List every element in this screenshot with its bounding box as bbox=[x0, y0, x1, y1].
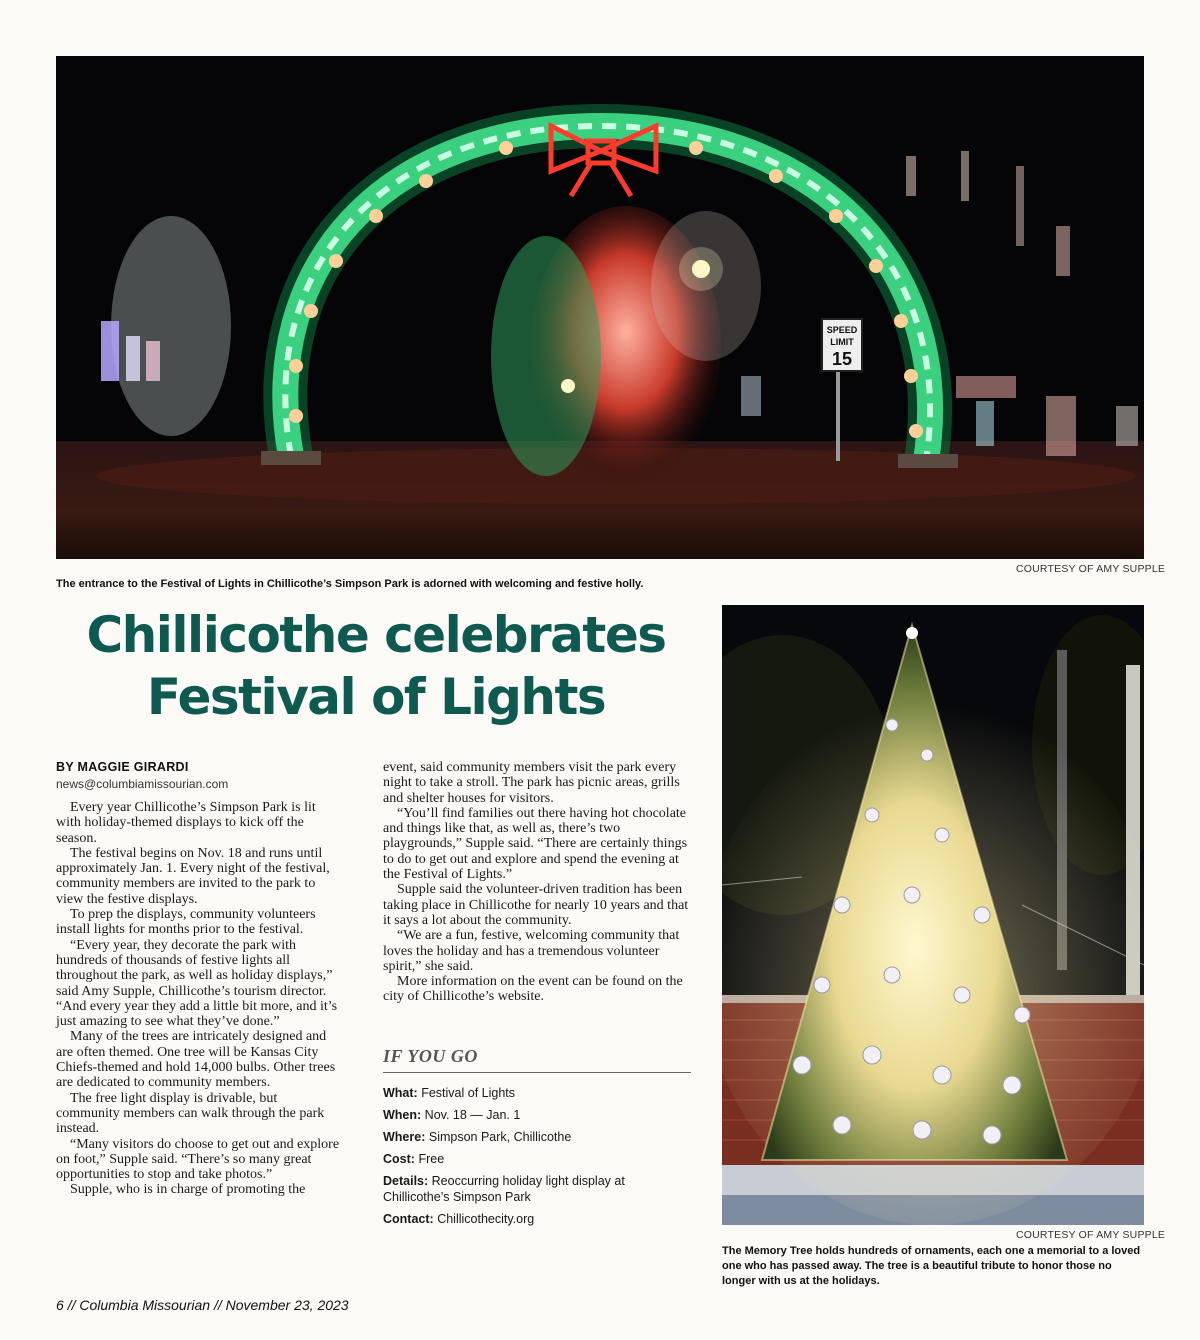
sign-limit: LIMIT bbox=[830, 337, 854, 347]
item-label: Cost: bbox=[383, 1152, 415, 1166]
item-value: Reoccurring holiday light display at Chillicothe’s Simpson Park bbox=[383, 1174, 625, 1204]
if-you-go-item-what bbox=[383, 1085, 691, 1101]
paragraph: Supple said the volunteer-driven tradition has been taking place in Chillicothe for nearly 10 years and that it says a lot about the community. bbox=[383, 882, 689, 928]
paragraph: To prep the displays, community volunteers install lights for months prior to the festival. bbox=[56, 907, 316, 938]
page-footer: 6 // Columbia Missourian // November 23, 2023 bbox=[56, 1297, 349, 1313]
if-you-go-item-cost bbox=[383, 1151, 691, 1167]
right-photo-caption: The Memory Tree holds hundreds of ornaments, each one a memorial to a loved one who has passed away. The tree is a beautiful tribute to honor those no longer with us at the holidays. bbox=[722, 1245, 1141, 1287]
sign-number: 15 bbox=[831, 349, 853, 369]
item-value: Simpson Park, Chillicothe bbox=[428, 1130, 572, 1144]
if-you-go-title: IF YOU GO bbox=[383, 1046, 478, 1066]
article-column-2 bbox=[383, 760, 691, 1005]
right-photo-credit: COURTESY OF AMY SUPPLE bbox=[1016, 1229, 1166, 1241]
article-column-1 bbox=[56, 800, 342, 1198]
item-value: Festival of Lights bbox=[421, 1086, 515, 1100]
headline bbox=[56, 604, 696, 728]
headline-line-1: Chillicothe celebrates bbox=[86, 606, 666, 664]
item-label: Details: bbox=[383, 1174, 429, 1188]
paragraph: “We are a fun, festive, welcoming community that loves the holiday and has a tremendous volunteer spirit,” she said. bbox=[383, 928, 680, 974]
holly-arch-photo bbox=[56, 56, 1144, 559]
item-label: What: bbox=[383, 1086, 418, 1100]
paragraph: Many of the trees are intricately designed and are often themed. One tree will be Kansas City Chiefs-themed and hold 14,000 bulbs. Other trees are dedicated to community members. bbox=[56, 1029, 336, 1091]
byline-author: BY MAGGIE GIRARDI bbox=[56, 760, 189, 774]
paragraph: “Many visitors do choose to get out and explore on foot,” Supple said. “There’s so many great opportunities to stop and take photos.” bbox=[56, 1136, 340, 1183]
paragraph-continued: event, said community members visit the park every night to take a stroll. The park has picnic areas, grills and shelter houses for visitors. bbox=[383, 760, 680, 806]
if-you-go-list bbox=[383, 1085, 691, 1233]
if-you-go-item-where bbox=[383, 1129, 691, 1145]
item-value: Nov. 18 — Jan. 1 bbox=[424, 1108, 521, 1122]
top-photo-caption: The entrance to the Festival of Lights in Chillicothe’s Simpson Park is adorned with welcoming and festive holly. bbox=[56, 578, 644, 590]
paragraph: Every year Chillicothe’s Simpson Park is lit with holiday-themed displays to kick off the season. bbox=[56, 800, 316, 846]
memory-tree-photo bbox=[722, 605, 1144, 1225]
paragraph: “You’ll find families out there having hot chocolate and things like that, as well as, there’s two playgrounds,” Supple said. “There are certainly things to do to get out and explore and spend the evening at the Festival of Lights.” bbox=[383, 805, 688, 883]
paragraph: More information on the event can be found on the city of Chillicothe’s website. bbox=[383, 974, 683, 1005]
sign-speed: SPEED bbox=[826, 325, 858, 335]
headline-line-2: Festival of Lights bbox=[146, 668, 606, 726]
if-you-go-item-details bbox=[383, 1173, 691, 1205]
if-you-go-item-when bbox=[383, 1107, 691, 1123]
item-value: Chillicothecity.org bbox=[437, 1212, 535, 1226]
item-value: Free bbox=[418, 1152, 445, 1166]
top-photo-credit: COURTESY OF AMY SUPPLE bbox=[1016, 563, 1166, 575]
if-you-go-item-contact bbox=[383, 1211, 691, 1227]
paragraph: The free light display is drivable, but community members can walk through the park instead. bbox=[56, 1090, 325, 1137]
byline-email: news@columbiamissourian.com bbox=[56, 777, 229, 791]
item-label: When: bbox=[383, 1108, 422, 1122]
item-label: Contact: bbox=[383, 1212, 434, 1226]
if-you-go-divider bbox=[383, 1072, 691, 1073]
paragraph: “Every year, they decorate the park with hundreds of thousands of festive lights all throughout the park, as well as holiday displays,” said Amy Supple, Chillicothe’s tourism director. “And every year they add a little bit more, and it’s just amazing to see what they’ve done.” bbox=[56, 937, 338, 1030]
item-label: Where: bbox=[383, 1130, 426, 1144]
paragraph: The festival begins on Nov. 18 and runs until approximately Jan. 1. Every night of the festival, community members are invited to the park to view the festive displays. bbox=[56, 845, 330, 907]
paragraph: Supple, who is in charge of promoting the bbox=[70, 1182, 306, 1198]
